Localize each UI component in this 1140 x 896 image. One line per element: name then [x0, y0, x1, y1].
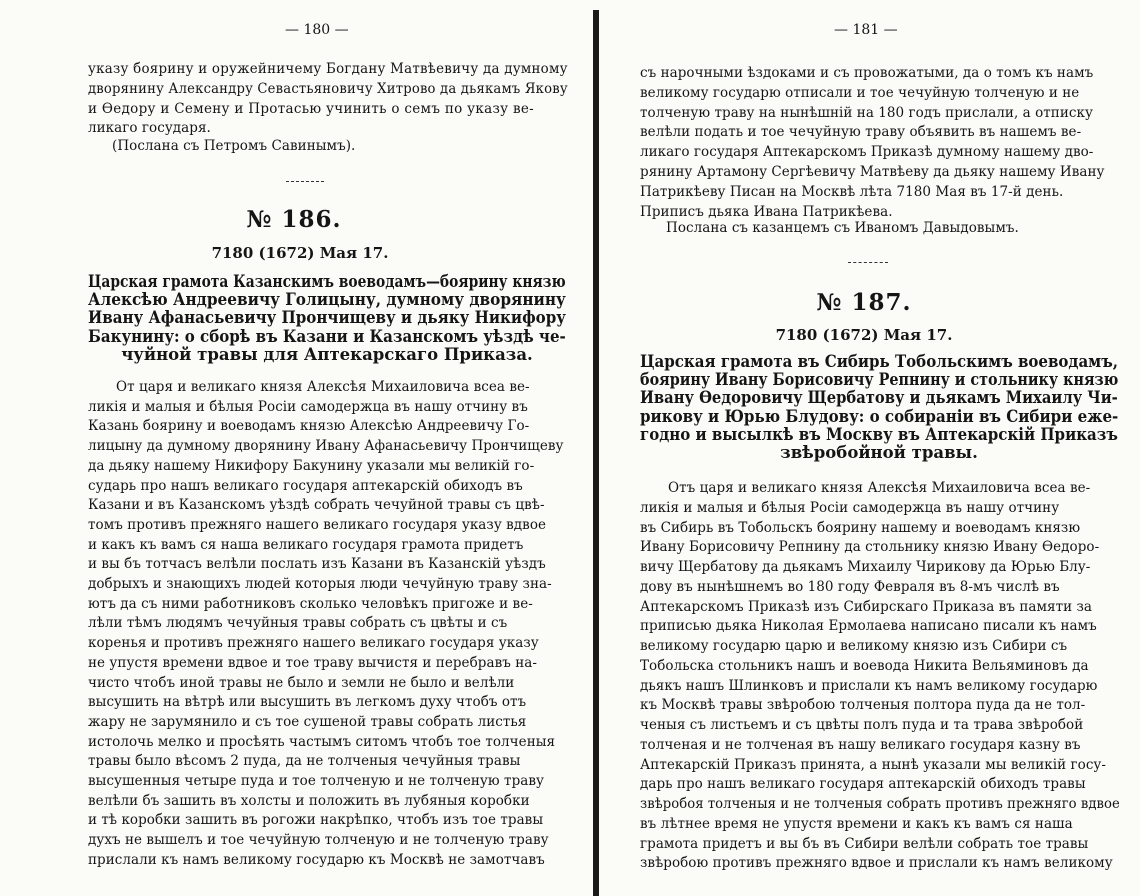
document-number: № 187. [816, 289, 912, 316]
heading-line: годно и высылкѣ въ Москву въ Аптекарскій Приказъ [640, 424, 1118, 444]
heading-line: Ивану Өедоровичу Щербатову и дьякамъ Михаилу Чи- [640, 388, 1118, 408]
text-line: не упустя времени вдвое и тое траву вычистя и перебравъ на- [88, 654, 537, 671]
text-line: дарь про нашъ великаго государя аптекарскій обиходъ травы [640, 776, 1086, 793]
text-line: въ лѣтнее время не упустя времени и какъ къ вамъ ся наша [640, 815, 1073, 832]
document-number: № 186. [246, 206, 342, 233]
text-line: звѣробоя толченыя и не толченыя собрать противъ прежняго вдвое [640, 796, 1120, 812]
text-line: Патрикѣеву Писан на Москвѣ лѣта 7180 Мая въ 17-й день. [640, 183, 1064, 200]
text-line: и тѣ коробки зашить въ рогожи накрѣпко, чтобъ изъ тое травы [88, 812, 544, 829]
heading-line: чуйной травы для Аптекарскаго Приказа. [121, 344, 533, 364]
heading-line: Бакунину: о сборѣ въ Казани и Казанскомъ уѣздѣ че- [88, 326, 566, 346]
text-line: ликаго государя. [88, 120, 211, 137]
document-date: 7180 (1672) Мая 17. [211, 244, 389, 262]
text-line: велѣли бъ зашить въ холсты и положить въ лубяныя коробки [88, 792, 530, 809]
text-line: Приписъ дьяка Ивана Патрикѣева. [640, 203, 893, 220]
sent-note-text: (Послана съ Петромъ Савинымъ). [112, 138, 356, 154]
text-line: къ Москвѣ травы звѣробою толченыя полтора пуда да не тол- [640, 697, 1086, 714]
text-line: истолочь мелко и просѣять частымъ ситомъ чтобъ тое толченыя [88, 733, 556, 750]
book-gutter [593, 10, 599, 896]
text-line: рянину Артамону Сергѣевичу Матвѣеву да дьяку нашему Ивану [640, 163, 1105, 180]
document-heading [640, 353, 1118, 462]
text-line: приписью дьяка Николая Ермолаева написано писали къ намъ [640, 618, 1097, 635]
text-line: сударь про нашъ великаго государя аптекарскій обиходъ въ [88, 477, 523, 494]
text-line: ликія и малыя и бѣлыя Росіи самодержца въ нашу отчину [640, 499, 1060, 516]
text-line: толченую траву на нынѣшній на 180 годъ прислали, а отписку [640, 104, 1093, 121]
text-line: въ Сибирь въ Тобольскъ боярину нашему и воеводамъ князю [640, 519, 1081, 536]
heading-line: Ивану Афанасьевичу Прончищеву и дьяку Никифору [88, 308, 566, 328]
text-line: и вы бъ тотчасъ велѣли послать изъ Казани въ Казанскій уѣздъ [88, 556, 546, 573]
text-line: Казани и въ Казанскомъ уѣздѣ собрать чечуйной травы съ цвѣ- [88, 497, 545, 514]
text-line: звѣробою противъ прежняго вдвое и прислали къ намъ великому [640, 855, 1113, 872]
body-text [640, 479, 1131, 874]
separator [286, 181, 324, 182]
text-line: коренья и противъ прежняго нашего великаго государя указу [88, 635, 539, 652]
document-date: 7180 (1672) Мая 17. [775, 326, 953, 344]
text-line: ютъ да съ ними работниковъ сколько человѣкъ пригоже и ве- [88, 595, 533, 612]
heading-line: Царская грамота въ Сибирь Тобольскимъ воеводамъ, [640, 352, 1118, 371]
intro-text [88, 60, 580, 139]
text-line: ченыя съ листьемъ и съ цвѣты полъ пуда и та трава звѣробой [640, 717, 1084, 733]
text-line: высушенныя четыре пуда и тое толченую и не толченую траву [88, 773, 545, 790]
heading-line: Алексѣю Андреевичу Голицыну, думному дворянину [88, 290, 566, 310]
text-line: От царя и великаго князя Алексѣя Михаиловича всеа ве- [116, 379, 530, 395]
text-line: ликаго государя Аптекарскомъ Приказѣ думному нашему дво- [640, 144, 1094, 161]
intro-text [640, 64, 1105, 222]
text-line: томъ противъ прежняго нашего великаго государя указу вдвое [88, 516, 547, 533]
heading-line: Царская грамота Казанскимъ воеводамъ—боярину князю [88, 272, 566, 291]
text-line: Ивану Борисовичу Репнину да стольнику князю Ивану Өедоро- [640, 539, 1100, 556]
separator [848, 262, 888, 263]
text-line: велѣли подать и тое чечуйную траву объявить въ нашемъ ве- [640, 124, 1082, 141]
text-line: дворянину Александру Севастьяновичу Хитрово да дьякамъ Якову [88, 80, 568, 97]
text-line: чисто чтобъ иной травы не было и земли не было и велѣли [88, 674, 515, 691]
heading-line: рикову и Юрью Блудову: о собираніи въ Сибири еже- [640, 406, 1119, 426]
text-line: Казань боярину и воеводамъ князю Алексѣю Андреевичу Го- [88, 418, 530, 435]
text-line: Аптекарскій Приказъ принята, а нынѣ указали мы великій госу- [640, 756, 1107, 773]
text-line: дову въ нынѣшнемъ во 180 году Февраля въ 8-мъ числѣ въ [640, 578, 1060, 595]
sent-note-text: Послана съ казанцемъ съ Иваномъ Давыдовымъ. [666, 220, 1019, 236]
text-line: лѣли тѣмъ людямъ чечуйныя травы собрать съ цвѣты и съ [88, 615, 508, 632]
right-page [604, 0, 1140, 896]
text-line: духъ не вышелъ и тое чечуйную толченую и не толченую траву [88, 832, 549, 849]
text-line: высушить на вѣтрѣ или высушить въ легкомъ духу чтобъ отъ [88, 694, 527, 711]
text-line: указу боярину и оружейничему Богдану Матвѣевичу да думному [88, 61, 568, 77]
text-line: великому государю царю и великому князю изъ Сибири съ [640, 638, 1068, 654]
text-line: и Өедору и Семену и Протасью учинить о семъ по указу ве- [88, 100, 535, 117]
text-line: великому государю отписали и тое чечуйную толченую и не [640, 84, 1080, 101]
text-line: ликія и малыя и бѣлыя Росіи самодержца въ нашу отчину въ [88, 398, 528, 415]
heading-line: звѣробойной травы. [780, 443, 978, 463]
page-number: — 181 — [834, 22, 898, 38]
heading-line: боярину Ивану Борисовичу Репнину и стольнику князю [640, 370, 1119, 390]
text-line: Тобольска стольникъ нашъ и воевода Никита Вельяминовъ да [640, 657, 1089, 674]
text-line: прислали къ намъ великому государю къ Москвѣ не замотчавъ [88, 851, 545, 868]
text-line: травы было вѣсомъ 2 пуда, да не толченыя чечуйныя травы [88, 753, 521, 770]
text-line: толченая и не толченая въ нашу великаго государя казну въ [640, 736, 1081, 753]
text-line: жару не зарумянило и съ тое сушеной травы собрать листья [88, 713, 527, 730]
text-line: добрыхъ и знающихъ людей которыя люди чечуйную траву зна- [88, 576, 552, 593]
text-line: вичу Щербатову да дьякамъ Михаилу Чирикову да Юрью Блу- [640, 559, 1091, 575]
page-number: — 180 — [285, 22, 349, 38]
text-line: и какъ къ вамъ ся наша великаго государя грамота придетъ [88, 536, 524, 553]
sent-note [112, 137, 355, 157]
document-heading [88, 273, 566, 364]
text-line: съ нарочными ѣздоками и съ провожатыми, да о томъ къ намъ [640, 65, 1094, 81]
text-line: да дьяку нашему Никифору Бакунину указали мы великій го- [88, 457, 535, 474]
sent-note [666, 219, 1019, 239]
body-text [88, 378, 564, 871]
text-line: Отъ царя и великаго князя Алексѣя Михаиловича всеа ве- [668, 480, 1091, 496]
text-line: грамота придетъ и вы бъ въ Сибири велѣли собрать тое травы [640, 835, 1089, 852]
text-line: лицыну да думному дворянину Ивану Афанасьевичу Прончищеву [88, 438, 564, 455]
text-line: дьякъ нашъ Шлинковъ и прислали къ намъ великому государю [640, 677, 1098, 694]
text-line: Аптекарскомъ Приказѣ изъ Сибирскаго Приказа въ памяти за [640, 598, 1092, 615]
